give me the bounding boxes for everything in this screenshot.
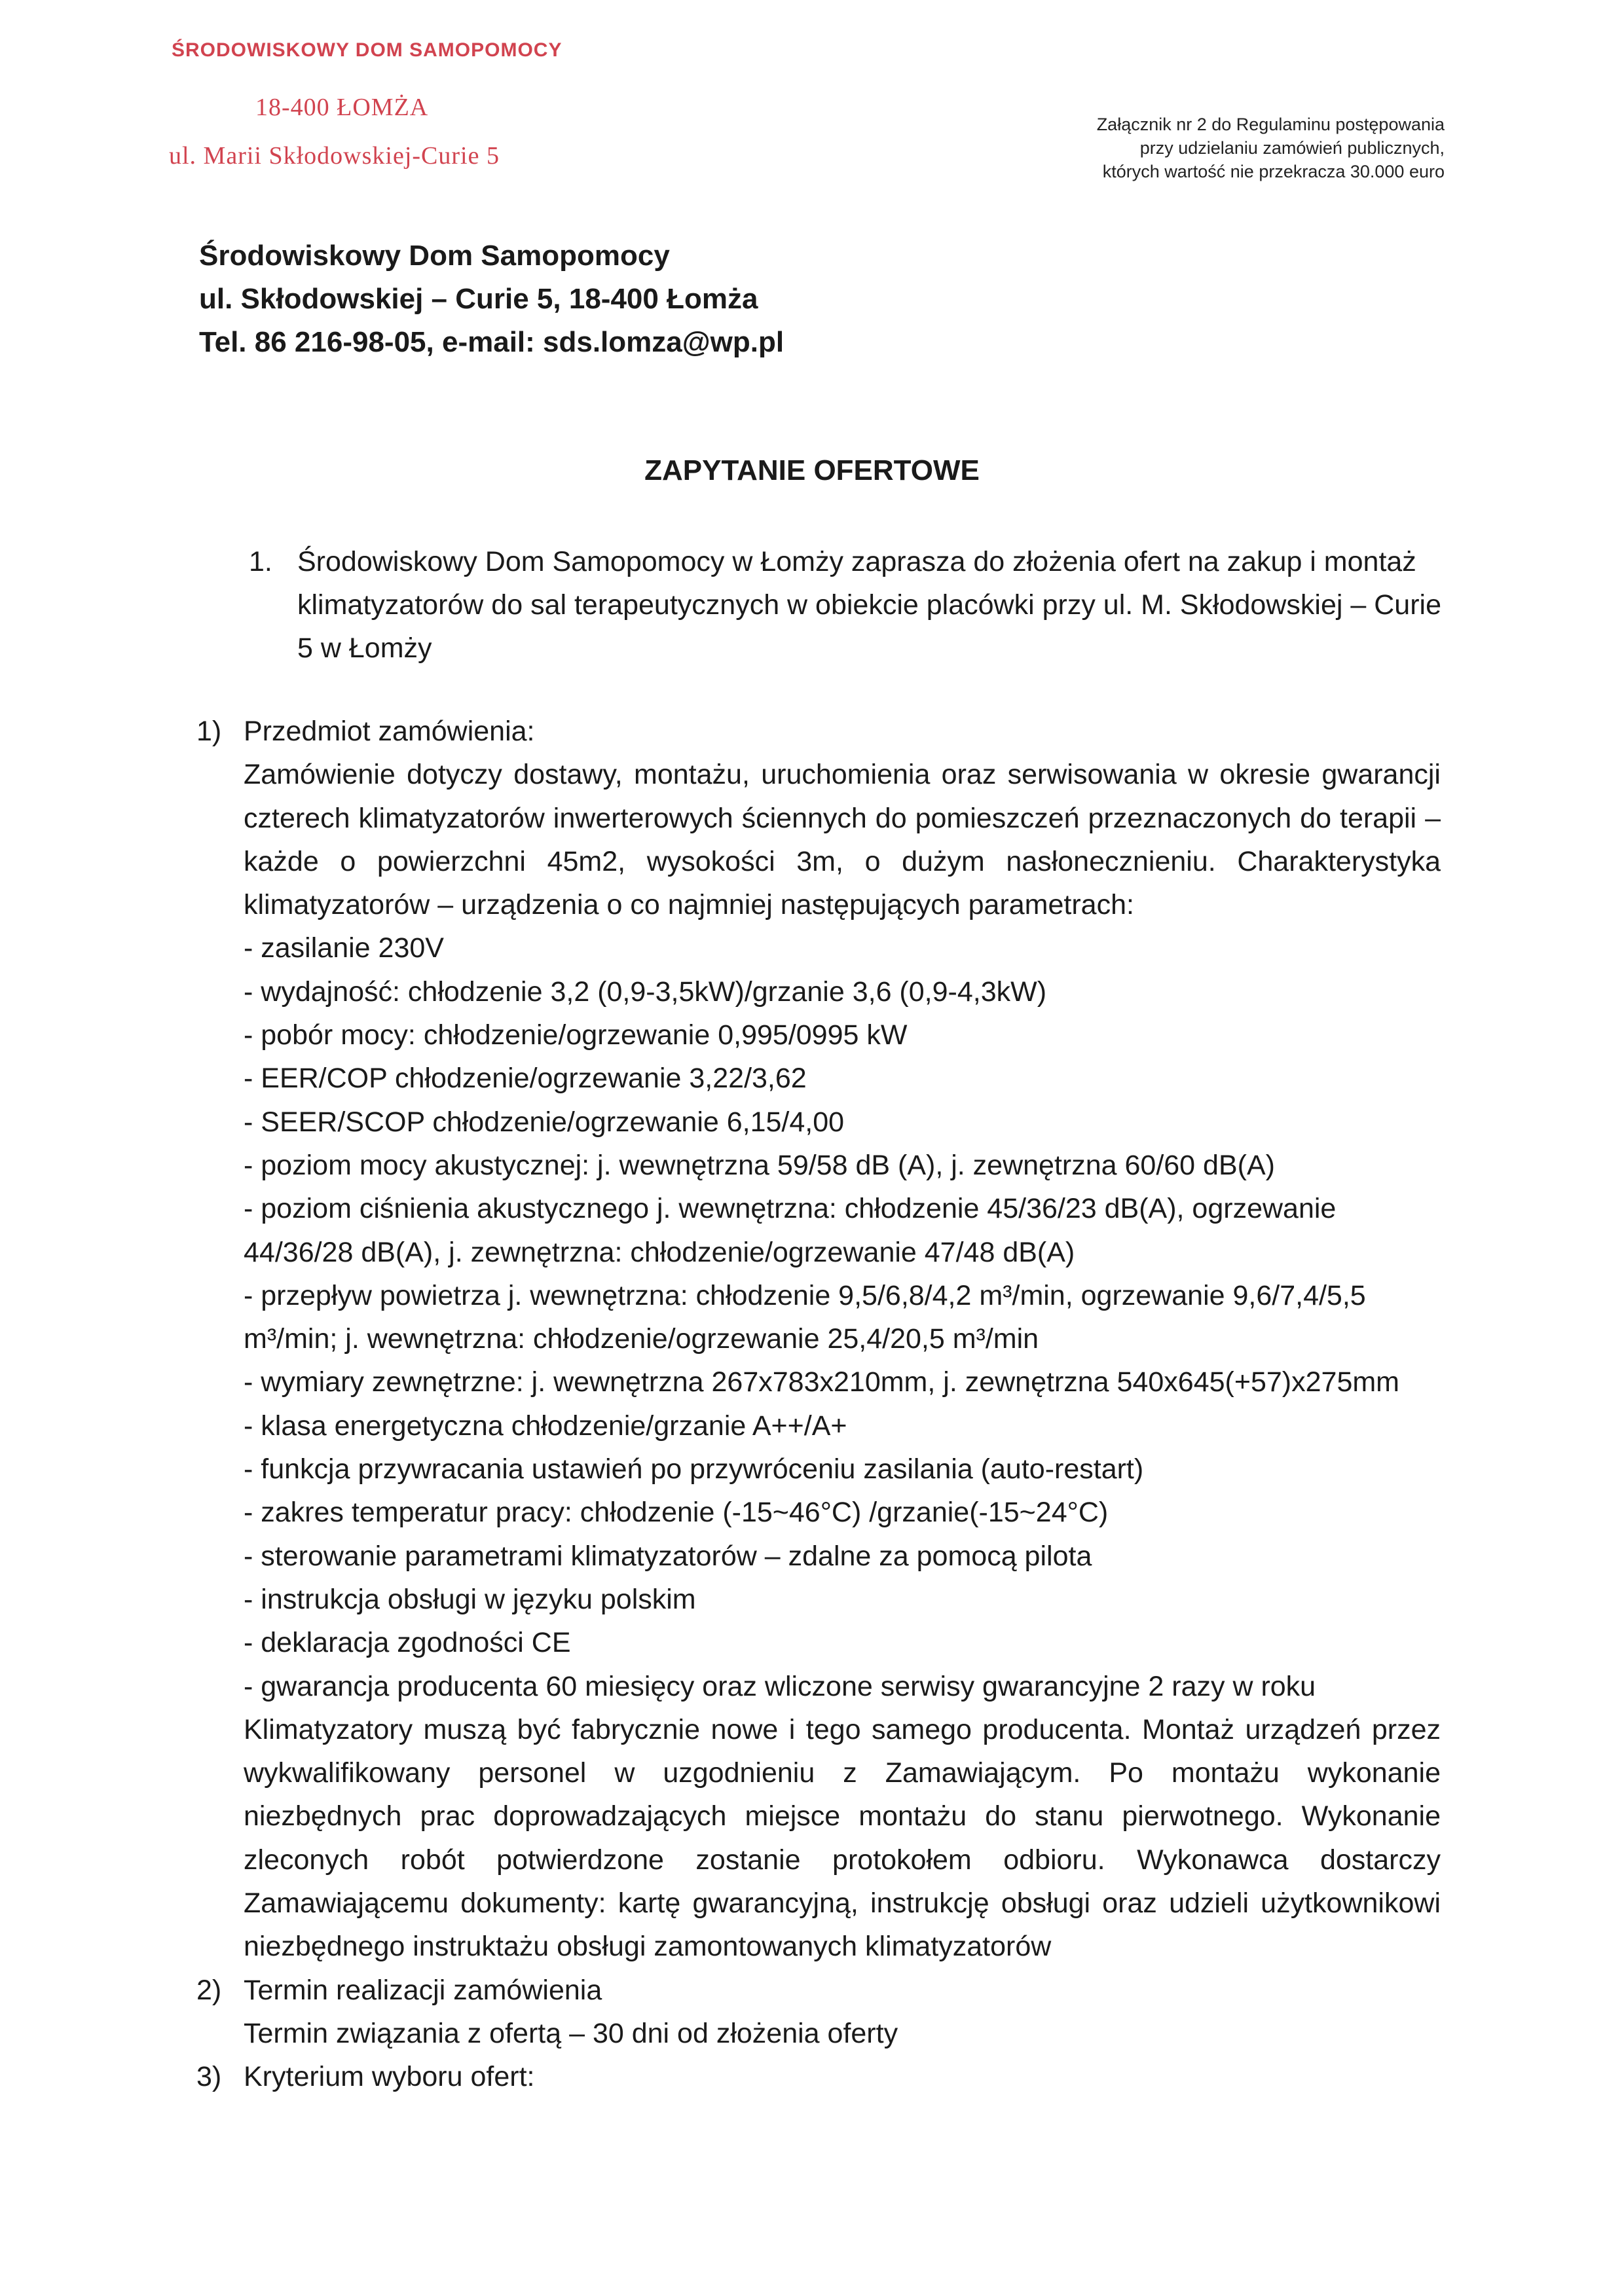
section-closing: Klimatyzatory muszą być fabrycznie nowe i tego samego producenta. Montaż urządzeń przez wykwalifikowany personel w uzgodnieniu z Zamawiającym. Po montażu wykonanie niezbędnych prac doprowadzających miejsce montażu do stanu pierwotnego. Wykonanie zleconych robót potwierdzone zostanie protokołem odbioru. Wykonawca dostarczy Zamawiającemu dokumenty: kartę gwarancyjną, instrukcję obsługi oraz udzieli użytkownikowi niezbędnego instruktażu obsługi zamontowanych klimatyzatorów bbox=[244, 1713, 1441, 1963]
section-deadline bbox=[196, 1969, 1441, 2056]
parameter-item: - klasa energetyczna chłodzenie/grzanie A++/A+ bbox=[244, 1410, 847, 1442]
section-heading: Przedmiot zamówienia: bbox=[244, 716, 535, 747]
section-description: Zamówienie dotyczy dostawy, montażu, uruchomienia oraz serwisowania w okresie gwarancji czterech klimatyzatorów inwerterowych ściennych do pomieszczeń przeznaczonych do terapii – każde o powierzchni 45m2, wysokości 3m, o dużym nasłonecznieniu. Charakterystyka klimatyzatorów – urządzenia o co najmniej następujących parametrach: bbox=[244, 759, 1441, 921]
section-subject bbox=[196, 710, 1441, 1969]
parameter-item: - zakres temperatur pracy: chłodzenie (-15~46°C) /grzanie(-15~24°C) bbox=[244, 1497, 1109, 1529]
stamp-city: 18-400 ŁOMŻA bbox=[255, 94, 429, 121]
sender-block bbox=[199, 234, 784, 364]
annex-line-2: przy udzielaniu zamówień publicznych, bbox=[1139, 138, 1445, 158]
intro-paragraph bbox=[249, 540, 1454, 670]
parameter-item: - poziom mocy akustycznej: j. wewnętrzna 59/58 dB (A), j. zewnętrzna 60/60 dB(A) bbox=[244, 1149, 1275, 1181]
intro-number: 1. bbox=[249, 546, 272, 577]
document-title: ZAPYTANIE OFERTOWE bbox=[644, 454, 980, 486]
parameter-item: - funkcja przywracania ustawień po przywróceniu zasilania (auto-restart) bbox=[244, 1453, 1144, 1485]
parameter-item: - wydajność: chłodzenie 3,2 (0,9-3,5kW)/grzanie 3,6 (0,9-4,3kW) bbox=[244, 975, 1047, 1008]
section-heading: Kryterium wyboru ofert: bbox=[244, 2061, 535, 2093]
annex-note bbox=[1097, 113, 1445, 183]
institution-stamp bbox=[169, 39, 564, 170]
parameter-item: - wymiary zewnętrzne: j. wewnętrzna 267x783x210mm, j. zewnętrzna 540x645(+57)x275mm bbox=[244, 1366, 1399, 1398]
parameter-item: - deklaracja zgodności CE bbox=[244, 1627, 571, 1659]
section-number: 1) bbox=[196, 716, 222, 747]
sender-contact: Tel. 86 216-98-05, e-mail: sds.lomza@wp.pl bbox=[199, 326, 784, 358]
parameter-item: - sterowanie parametrami klimatyzatorów – zdalne za pomocą pilota bbox=[244, 1540, 1092, 1572]
annex-line-1: Załącznik nr 2 do Regulaminu postępowania bbox=[1096, 115, 1445, 134]
section-text: Termin związania z ofertą – 30 dni od złożenia oferty bbox=[244, 2017, 898, 2049]
intro-text: Środowiskowy Dom Samopomocy w Łomży zaprasza do złożenia ofert na zakup i montaż klimatyzatorów do sal terapeutycznych w obiekcie placówki przy ul. M. Skłodowskiej – Curie 5 w Łomży bbox=[297, 546, 1441, 664]
sender-address: ul. Skłodowskiej – Curie 5, 18-400 Łomża bbox=[199, 283, 758, 315]
sender-name: Środowiskowy Dom Samopomocy bbox=[199, 240, 670, 272]
section-criteria bbox=[196, 2055, 1441, 2098]
parameter-item: - przepływ powietrza j. wewnętrzna: chłodzenie 9,5/6,8/4,2 m³/min, ogrzewanie 9,6/7,4/5,5 m³/min; j. wewnętrzna: chłodzenie/ogrzewanie 25,4/20,5 m³/min bbox=[244, 1279, 1366, 1355]
parameter-list bbox=[244, 926, 1441, 1707]
parameter-item: - pobór mocy: chłodzenie/ogrzewanie 0,995/0995 kW bbox=[244, 1019, 908, 1051]
section-number: 3) bbox=[196, 2061, 222, 2093]
stamp-name: ŚRODOWISKOWY DOM SAMOPOMOCY bbox=[172, 39, 563, 61]
document-body bbox=[196, 710, 1441, 2099]
section-heading: Termin realizacji zamówienia bbox=[244, 1974, 602, 2006]
section-number: 2) bbox=[196, 1974, 222, 2006]
parameter-item: - gwarancja producenta 60 miesięcy oraz wliczone serwisy gwarancyjne 2 razy w roku bbox=[244, 1670, 1316, 1702]
annex-line-3: których wartość nie przekracza 30.000 euro bbox=[1102, 162, 1445, 181]
parameter-item: - EER/COP chłodzenie/ogrzewanie 3,22/3,62 bbox=[244, 1063, 807, 1095]
parameter-item: - zasilanie 230V bbox=[244, 932, 444, 964]
stamp-street: ul. Marii Skłodowskiej-Curie 5 bbox=[169, 142, 500, 170]
parameter-item: - instrukcja obsługi w języku polskim bbox=[244, 1583, 696, 1615]
parameter-item: - poziom ciśnienia akustycznego j. wewnętrzna: chłodzenie 45/36/23 dB(A), ogrzewanie 44/36/28 dB(A), j. zewnętrzna: chłodzenie/ogrzewanie 47/48 dB(A) bbox=[244, 1193, 1337, 1268]
parameter-item: - SEER/SCOP chłodzenie/ogrzewanie 6,15/4,00 bbox=[244, 1106, 845, 1138]
